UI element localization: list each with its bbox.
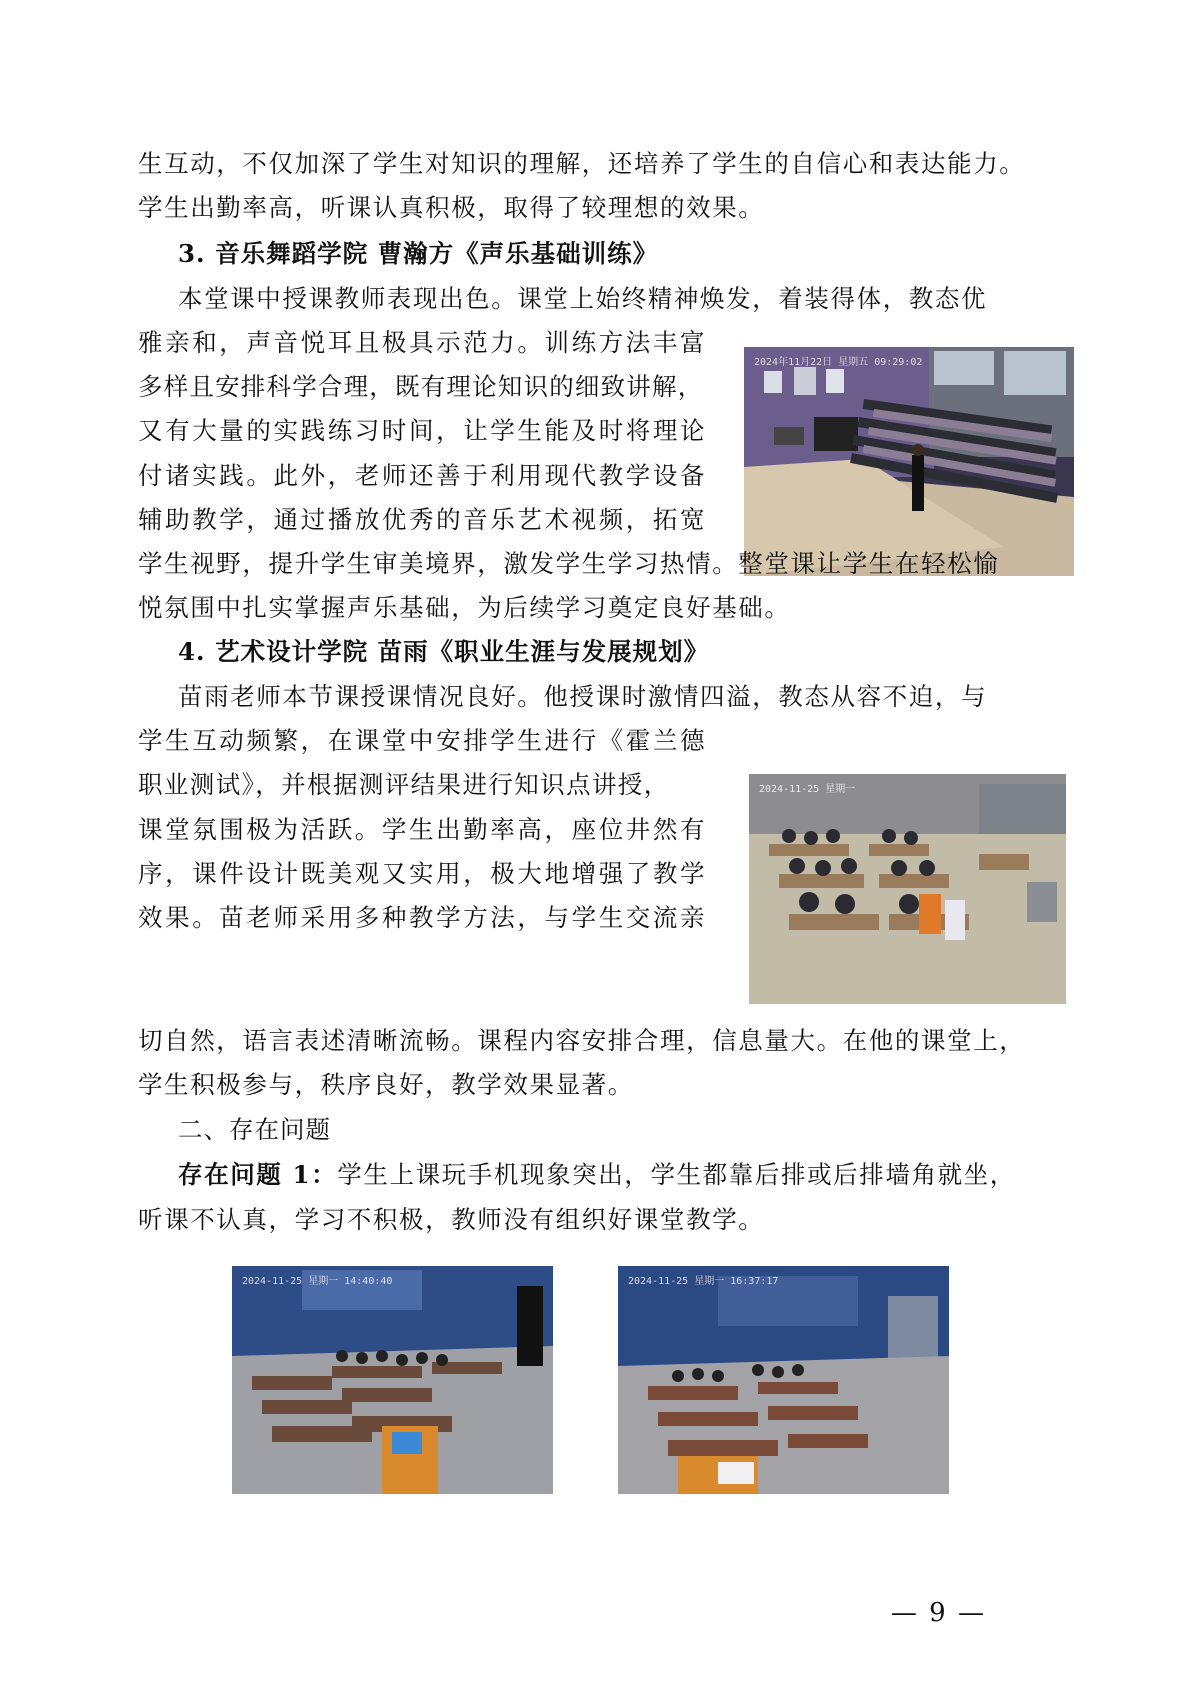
classroom-photo-right (618, 1266, 949, 1494)
paragraph-line: 悦氛围中扎实掌握声乐基础，为后续学习奠定良好基础。 (138, 593, 791, 622)
paragraph-line: 职业测试》，并根据测评结果进行知识点讲授， (138, 770, 670, 799)
paragraph-line: 学生互动频繁，在课堂中安排学生进行《霍兰德 (138, 726, 708, 755)
section-heading: 4. 艺术设计学院 苗雨《职业生涯与发展规划》 (178, 637, 710, 666)
paragraph-line: 效果。苗老师采用多种教学方法，与学生交流亲 (138, 903, 708, 932)
paragraph-line: 苗雨老师本节课授课情况良好。他授课时激情四溢，教态从容不迫，与 (178, 682, 988, 711)
paragraph-line: 学生积极参与，秩序良好，教学效果显著。 (138, 1070, 634, 1099)
photo-timestamp: 2024-11-25 星期一 16:37:17 (628, 1276, 779, 1287)
classroom-photo-design (749, 774, 1066, 1004)
problem-label: 存在问题 1： (178, 1160, 338, 1189)
paragraph-line: 又有大量的实践练习时间，让学生能及时将理论 (138, 416, 708, 445)
photo-timestamp: 2024-11-25 星期一 14:40:40 (242, 1276, 393, 1287)
paragraph-line: 多样且安排科学合理，既有理论知识的细致讲解， (138, 372, 704, 401)
paragraph-line: 序，课件设计既美观又实用，极大地增强了教学 (138, 859, 708, 888)
paragraph-line: 付诸实践。此外，老师还善于利用现代教学设备 (138, 461, 708, 490)
classroom-photo-music (744, 347, 1074, 576)
photo-timestamp: 2024-11-25 星期一 (759, 784, 856, 795)
classroom-photo-left (232, 1266, 553, 1494)
problem-line (178, 1158, 1098, 1192)
paragraph-line: 学生视野，提升学生审美境界，激发学生学习热情。整堂课让学生在轻松愉 (138, 549, 1000, 578)
paragraph-line: 辅助教学，通过播放优秀的音乐艺术视频，拓宽 (138, 505, 708, 534)
paragraph-line: 听课不认真，学习不积极，教师没有组织好课堂教学。 (138, 1205, 765, 1234)
problem-text: 学生上课玩手机现象突出，学生都靠后排或后排墙角就坐， (337, 1160, 1016, 1189)
section-heading: 二、存在问题 (178, 1115, 331, 1144)
paragraph-line: 学生出勤率高，听课认真积极，取得了较理想的效果。 (138, 193, 765, 222)
page-number: — 9 — (890, 1598, 986, 1628)
paragraph-line: 课堂氛围极为活跃。学生出勤率高，座位井然有 (138, 815, 708, 844)
photo-timestamp: 2024年11月22日 星期五 09:29:02 (754, 357, 923, 368)
paragraph-line: 生互动，不仅加深了学生对知识的理解，还培养了学生的自信心和表达能力。 (138, 149, 1026, 178)
paragraph-line: 雅亲和，声音悦耳且极具示范力。训练方法丰富 (138, 328, 708, 357)
paragraph-line: 本堂课中授课教师表现出色。课堂上始终精神焕发，着装得体，教态优 (178, 284, 988, 313)
section-heading: 3. 音乐舞蹈学院 曹瀚方《声乐基础训练》 (178, 239, 659, 268)
paragraph-line: 切自然，语言表述清晰流畅。课程内容安排合理，信息量大。在他的课堂上， (138, 1026, 1026, 1055)
